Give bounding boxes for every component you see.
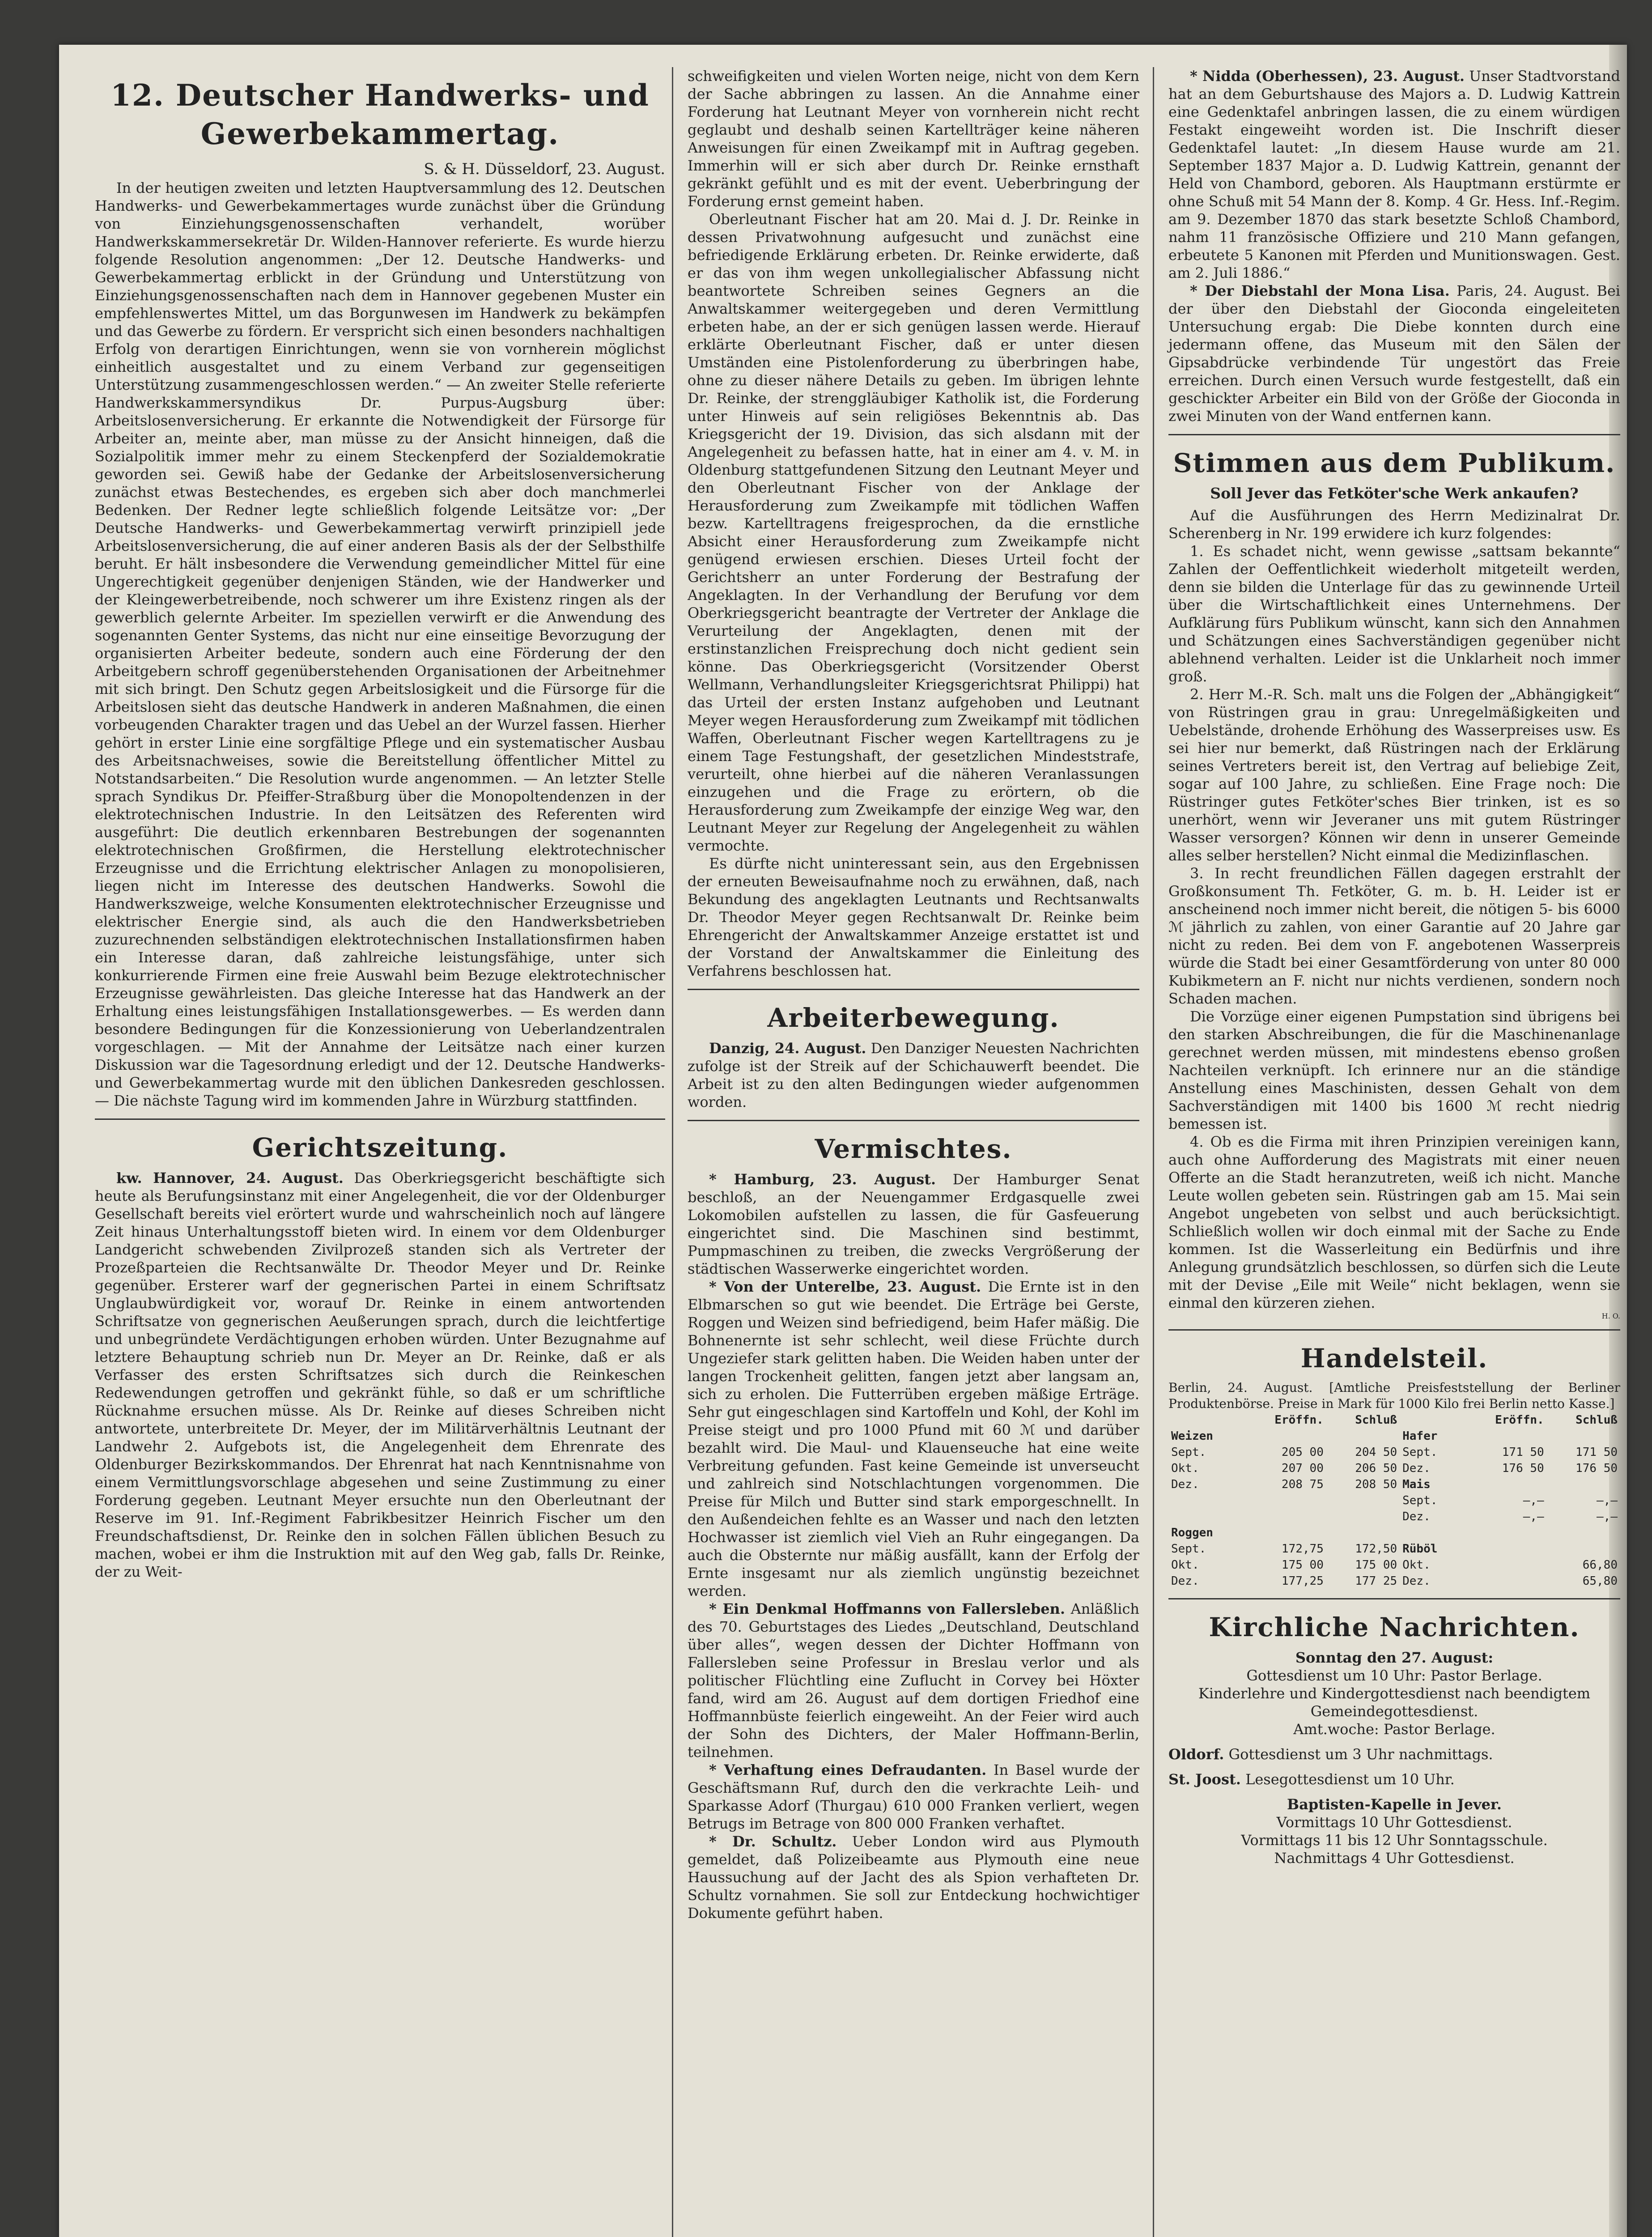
- market-table-cell: 171 50: [1576, 1446, 1618, 1459]
- market-table-cell: —,—: [1597, 1494, 1618, 1507]
- market-intro: Berlin, 24. August. [Amtliche Preisfeststellung der Berliner Produktenbörse. Preise in Mark für 1000 Kilo frei Berlin netto Kasse.]: [1168, 1380, 1620, 1411]
- misc-item: [688, 1833, 1139, 1922]
- market-table-cell: Okt.: [1402, 1558, 1431, 1572]
- header-cell: Schluß: [1355, 1413, 1397, 1427]
- church-line: Kinderlehre und Kindergottesdienst nach beendigtem Gemeindegottesdienst.: [1198, 1685, 1591, 1720]
- market-table-cell: 176 50: [1502, 1462, 1544, 1475]
- market-price-table: [1168, 1412, 1620, 1589]
- market-table-cell: 177,25: [1281, 1574, 1324, 1588]
- section-divider: [688, 989, 1139, 990]
- market-table-cell: 171 50: [1502, 1446, 1544, 1459]
- church-place: [1168, 1770, 1620, 1788]
- market-table-cell: [1326, 1509, 1400, 1525]
- misc-item-text: Der Hamburger Senat beschloß, an der Neuengammer Erdgasquelle zwei Lokomobilen aufstellen zu lassen, die für Gasfeuerung eingerichtet sind. Die Maschinen sind bestimmt, Pumpmaschinen zu treiben, die zwecks Vergrößerung der städtischen Wasserwerke eingerichtet worden.: [688, 1171, 1140, 1277]
- market-table-cell: [1547, 1525, 1620, 1541]
- letter-signature: H. O.: [1601, 1312, 1620, 1320]
- church-place: [1168, 1745, 1620, 1763]
- market-table-cell: [1462, 1573, 1547, 1589]
- misc-item-lead: * Ein Denkmal Hoffmanns von Fallersleben.: [709, 1600, 1065, 1617]
- section-title-kirchliche-nachrichten: Kirchliche Nachrichten.: [1209, 1612, 1580, 1642]
- misc-item: [1168, 282, 1620, 425]
- market-table-cell: [1168, 1493, 1242, 1509]
- labor-article: [688, 1039, 1139, 1111]
- section-divider: [688, 1120, 1139, 1121]
- market-table-cell: Roggen: [1171, 1526, 1213, 1540]
- misc-item-lead: * Von der Unterelbe, 23. August.: [709, 1278, 981, 1295]
- market-table-row: [1168, 1557, 1620, 1573]
- misc-item-lead: * Hamburg, 23. August.: [709, 1171, 936, 1188]
- column-2: [674, 67, 1153, 2237]
- market-table-row: [1168, 1428, 1620, 1444]
- market-table-cell: 175 00: [1281, 1558, 1324, 1572]
- market-table-cell: 66,80: [1582, 1558, 1618, 1572]
- header-cell: [1400, 1412, 1462, 1428]
- letter-paragraph: 4. Ob es die Firma mit ihren Prinzipien vereinigen kann, auch ohne Aufforderung des Magistrats mit einer neuen Offerte an die Stadt heranzutreten, weiß ich nicht. Manche Leute wollen gebeten sein. Rüstringen gab am 15. Mai sein Angebot ungebeten von selbst und auch berücksichtigt. Schließlich wollen wir doch einmal mit der Sache zu Ende kommen. Ist die Wasserleitung ein Bedürfnis und ihre Anlegung grundsätzlich beschlossen, so dürfen sich die Leute mit der Devise „Eile mit Weile“ nicht beklagen, wenn sie einmal den kürzeren ziehen.: [1168, 1133, 1620, 1311]
- misc-item: [688, 1170, 1139, 1278]
- market-table-cell: Dez.: [1171, 1574, 1199, 1588]
- market-table-cell: —,—: [1523, 1494, 1544, 1507]
- section-title-stimmen-aus-dem-publikum: Stimmen aus dem Publikum.: [1173, 448, 1616, 478]
- market-table-cell: [1547, 1476, 1620, 1493]
- baptist-line: Vormittags 10 Uhr Gottesdienst.: [1276, 1814, 1512, 1831]
- letter-paragraph: 2. Herr M.-R. Sch. malt uns die Folgen der „Abhängigkeit“ von Rüstringen grau in grau: Unregelmäßigkeiten und Uebelstände, drohende Erhöhung des Wasserpreises usw. Es sei hier nur bemerkt, daß Rüstringen nach der Erklärung seines Vertreters bereit ist, den Vertrag auf beliebige Zeit, sogar auf 100 Jahre, zu schließen. Eine Frage noch: Die Rüstringer gutes Fetköter'sches Bier trinken, ist es so unerhört, wenn wir Jeveraner uns mit gutem Rüstringer Wasser versorgen? Können wir denn in unserer Gemeinde alles selber herstellen? Nicht einmal die Medizinflaschen.: [1168, 686, 1620, 864]
- market-table-cell: 206 50: [1355, 1462, 1397, 1475]
- misc-item: [688, 1278, 1139, 1600]
- article-body: In der heutigen zweiten und letzten Hauptversammlung des 12. Deutschen Handwerks- und Gewerbekammertages wurde zunächst über die Gründung von Einziehungsgenossenschaften verhandelt, worüber Handwerkskammersekretär Dr. Wilden-Hannover referierte. Es wurde hierzu folgende Resolution angenommen: „Der 12. Deutsche Handwerks- und Gewerbekammertag erblickt in der Gründung und Unterstützung von Einziehungsgenossenschaften nach dem in Hannover gegebenen Muster ein empfehlenswertes Mittel, um das Borgunwesen im Handwerk zu bekämpfen und das Gewerbe zu fördern. Er verspricht sich einen besonders nachhaltigen Erfolg von derartigen Einrichtungen, wenn sie von vornherein möglichst einheitlich ausgestaltet und zu einem Verband zur gegenseitigen Unterstützung zusammengeschlossen werden.“ — An zweiter Stelle referierte Handwerkskammersyndikus Dr. Purpus-Augsburg über: Arbeitslosenversicherung. Er erkannte die Notwendigkeit der Fürsorge für Arbeiter an, meinte aber, man müsse zu der Ansicht hinneigen, daß die Sozialpolitik immer mehr zu einem Steckenpferd der Sozialdemokratie geworden sei. Gewiß habe der Gedanke der Arbeitslosenversicherung zunächst etwas Bestechendes, es ergeben sich aber doch manchmerlei Bedenken. Der Redner legte schließlich folgende Leitsätze vor: „Der Deutsche Handwerks- und Gewerbekammertag verwirft prinzipiell jede Arbeitslosenversicherung, die auf einer anderen Basis als der der Selbsthilfe beruht. Er hält insbesondere die Verwendung gemeindlicher Mittel für eine Ungerechtigkeit gegenüber denjenigen Ständen, wie der Handwerker und der Kleingewerbetreibende, noch schwerer um ihre Existenz ringen als der gewerblich gelernte Arbeiter. Im speziellen verwirft er die Anwendung des sogenannten Genter Systems, das nicht nur eine einseitige Bevorzugung der organisierten Arbeiter bedeute, sondern auch eine Förderung der den Arbeitgebern schroff gegenüberstehenden Organisationen der Arbeitnehmer mit sich bringt. Den Schutz gegen Arbeitslosigkeit und die Fürsorge für die Arbeitslosen sieht das deutsche Handwerk in anderen Maßnahmen, die einen vorbeugenden Charakter tragen und das Uebel an der Wurzel fassen. Hierher gehört in erster Linie eine sorgfältige Pflege und ein systematischer Ausbau des Arbeitsnachweises, sowie die Bereitstellung öffentlicher Mittel zu Notstandsarbeiten.“ Die Resolution wurde angenommen. — An letzter Stelle sprach Syndikus Dr. Pfeiffer-Straßburg über die Monopoltendenzen in der elektrotechnischen Industrie. In den Leitsätzen des Referenten wird ausgeführt: Die deutlich erkennbaren Bestrebungen der sogenannten elektrotechnischen Großfirmen, die Herstellung elektrotechnischer Erzeugnisse und die Errichtung elektrischer Anlagen zu monopolisieren, liegen nicht im Interesse des deutschen Handwerks. Sowohl die Handwerkszweige, welche Konsumenten elektrotechnischer Erzeugnisse und elektrischer Energie sind, als auch die den Handwerksbetrieben zuzurechnenden selbständigen elektrotechnischen Installationsfirmen haben ein Interesse daran, daß zahlreiche leistungsfähige, unter sich konkurrierende Firmen eine freie Auswahl beim Bezuge elektrotechnischer Erzeugnisse gewährleisten. Das gleiche Interesse hat das Handwerk an der Erhaltung eines leistungsfähigen Installationsgewerbes. — Es werden dann besondere Bedingungen für die Konzessionierung von Ueberlandzentralen vorgeschlagen. — Mit der Annahme der Leitsätze nach einer kurzen Diskussion war die Tagesordnung erledigt und der 12. Deutsche Handwerks- und Gewerbekammertag wurde mit den üblichen Dankesreden geschlossen. — Die nächste Tagung wird im kommenden Jahre in Würzburg stattfinden.: [95, 179, 665, 1109]
- market-table-cell: [1242, 1428, 1326, 1444]
- misc-item-text: In Basel wurde der Geschäftsmann Ruf, durch den die verkrachte Leih- und Sparkasse Adorf (Thurgau) 610 000 Franken verliert, wegen Betrugs im Betrage von 800 000 Franken verhaftet.: [688, 1761, 1140, 1832]
- market-table-cell: 175 00: [1355, 1558, 1397, 1572]
- section-divider: [1168, 1329, 1620, 1331]
- market-table-cell: Sept.: [1171, 1446, 1206, 1459]
- market-table-cell: Sept.: [1402, 1494, 1438, 1507]
- market-table-cell: 208 75: [1281, 1478, 1324, 1491]
- market-table-cell: —,—: [1523, 1510, 1544, 1523]
- baptist-line: Vormittags 11 bis 12 Uhr Sonntagsschule.: [1241, 1832, 1548, 1849]
- section-title-handelsteil: Handelsteil.: [1300, 1343, 1488, 1374]
- section-divider: [1168, 1598, 1620, 1599]
- market-table-row: [1168, 1541, 1620, 1557]
- market-table-cell: 65,80: [1582, 1574, 1618, 1588]
- market-table-cell: 204 50: [1355, 1446, 1397, 1459]
- misc-item-text: Die Ernte ist in den Elbmarschen so gut wie beendet. Die Erträge bei Gerste, Roggen und Weizen sind befriedigend, beim Hafer mäßig. Die Bohnenernte ist sehr schlecht, weil diese Früchte durch Ungeziefer stark gelitten haben. Die Weiden haben unter der langen Trockenheit gelitten, fangen jetzt aber langsam an, sich zu erholen. Die Futterrüben ergeben mäßige Erträge. Sehr gut eingeschlagen sind Kartoffeln und Kohl, der Kohl im Preise steigt und pro 1000 Pfund mit 60 ℳ und darüber bezahlt wird. Die Maul- und Klauenseuche hat eine weite Verbreitung gefunden. Fast keine Gemeinde ist unverseucht und zahlreich sind Notschlachtungen vorgenommen. Die Preise für Milch und Butter sind stark emporgeschnellt. In den Außendeichen fehlte es an Wasser und nach den letzten Hochwasser ist ziemlich viel Vieh an Ruhr eingegangen. Da auch die Obsternte nur mäßig ausfällt, kann der Erfolg der Ernte insgesamt nur als ziemlich ungünstig bezeichnet werden.: [688, 1278, 1140, 1599]
- misc-item-lead: * Der Diebstahl der Mona Lisa.: [1190, 282, 1450, 299]
- church-place-name: St. Joost.: [1168, 1771, 1241, 1788]
- market-table-cell: Dez.: [1402, 1510, 1431, 1523]
- baptist-line: Nachmittags 4 Uhr Gottesdienst.: [1274, 1850, 1515, 1867]
- market-table-row: [1168, 1493, 1620, 1509]
- church-place-name: Oldorf.: [1168, 1746, 1224, 1763]
- market-table-cell: [1400, 1525, 1462, 1541]
- header-cell: Schluß: [1576, 1413, 1618, 1427]
- court-article-paragraph: Oberleutnant Fischer hat am 20. Mai d. J. Dr. Reinke in dessen Privatwohnung aufgesucht und zunächst eine befriedigende Erklärung erbeten. Dr. Reinke erwiderte, daß er das von ihm wegen unkollegialischer Abfassung nicht beantwortete Schreiben seines Gegners an die Anwaltskammer weitergegeben und deren Vermittlung erbeten habe, an der er sich genügen lassen werde. Hierauf erklärte Oberleutnant Fischer, daß er unter diesen Umständen eine Pistolenforderung zu überbringen habe, ohne zu dieser nähere Details zu geben. Im übrigen lehnte Dr. Reinke, der strenggläubiger Katholik ist, die Forderung unter Hinweis auf sein religiöses Bekenntnis ab. Das Kriegsgericht der 19. Division, das sich alsdann mit der Angelegenheit zu befassen hatte, hat in einer am 4. v. M. in Oldenburg stattgefundenen Sitzung den Leutnant Meyer und den Oberleutnant Fischer von der Anklage der Herausforderung zum Zweikampfe mit tödlichen Waffen bezw. Kartelltragens freigesprochen, da die ernstliche Absicht einer Herausforderung zum Zweikampfe nicht genügend erwiesen erschien. Dieses Urteil focht der Gerichtsherr an unter Forderung der Bestrafung der Angeklagten. In der Verhandlung der Berufung vor dem Oberkriegsgericht beantragte der Vertreter der Anklage die Verurteilung der Angeklagten, denen mit der erstinstanzlichen Freisprechung doch nicht gedient sein könne. Das Oberkriegsgericht (Vorsitzender Oberst Wellmann, Verhandlungsleiter Kriegsgerichtsrat Philippi) hat das Urteil der ersten Instanz aufgehoben und Leutnant Meyer wegen Herausforderung zum Zweikampf mit tödlichen Waffen, Oberleutnant Fischer wegen Kartelltragens zu je einem Tage Festungshaft, der gesetzlichen Mindeststrafe, verurteilt, ohne hierbei auf die näheren Veranlassungen einzugehen und die Frage zu erörtern, ob die Herausforderung zum Zweikampfe der einzige Weg war, den Leutnant Meyer zur Regelung der Angelegenheit zu wählen vermochte.: [688, 211, 1139, 854]
- market-table-cell: [1242, 1493, 1326, 1509]
- market-table-cell: Dez.: [1171, 1478, 1199, 1491]
- church-sunday: Sonntag den 27. August:: [1295, 1649, 1494, 1666]
- market-table-cell: [1326, 1493, 1400, 1509]
- market-table-row: [1168, 1573, 1620, 1589]
- misc-item: [688, 1600, 1139, 1761]
- letter-paragraph: Auf die Ausführungen des Herrn Medizinalrat Dr. Scherenberg in Nr. 199 erwidere ich kurz folgendes:: [1168, 507, 1620, 542]
- newspaper-page: [59, 45, 1627, 2237]
- church-line: Gottesdienst um 10 Uhr: Pastor Berlage.: [1246, 1667, 1542, 1684]
- court-article-lead: kw. Hannover, 24. August.: [116, 1170, 344, 1187]
- court-article-continued: schweifigkeiten und vielen Worten neige, nicht von dem Kern der Sache abbringen zu lassen. An die Annahme einer Forderung hat Leutnant Meyer von vornherein nicht recht geglaubt und deshalb seinen Kartellträger keine näheren Anweisungen für einen Zweikampf mit in Auftrag gegeben. Immerhin will er sich aber durch Dr. Reinke ernsthaft gekränkt gefühlt und es mit der event. Ueberbringung der Forderung ernst gemeint haben.: [688, 68, 1139, 210]
- header-cell: Eröffn.: [1274, 1413, 1324, 1427]
- market-table-cell: 172,75: [1281, 1542, 1324, 1556]
- market-table-cell: Weizen: [1171, 1429, 1213, 1443]
- market-table-cell: Hafer: [1402, 1429, 1438, 1443]
- section-title-gerichtszeitung: Gerichtszeitung.: [252, 1132, 508, 1163]
- misc-item: [1168, 67, 1620, 282]
- labor-article-lead: Danzig, 24. August.: [709, 1040, 866, 1057]
- misc-item-lead: * Dr. Schultz.: [709, 1833, 837, 1850]
- court-article-paragraph: Es dürfte nicht uninteressant sein, aus den Ergebnissen der erneuten Beweisaufnahme noch zu erwähnen, daß, nach Bekundung des angeklagten Leutnants und Rechtsanwalts Dr. Theodor Meyer gegen Rechtsanwalt Dr. Reinke beim Ehrengericht der Anwaltskammer Anzeige erstattet ist und der Vorstand der Anwaltskammer die Einleitung des Verfahrens beschlossen hat.: [688, 855, 1139, 979]
- letter-paragraph: 1. Es schadet nicht, wenn gewisse „sattsam bekannte“ Zahlen der Oeffentlichkeit wiederholt mitgeteilt werden, denn sie bilden die Unterlage für das zu gewinnende Urteil über die Wirtschaftlichkeit eines Unternehmens. Der Aufklärung fürs Publikum wünscht, kann sich den Annahmen und Schätzungen eines Sachverständigen gegenüber nicht ablehnend verhalten. Leider ist die Unklarheit noch immer groß.: [1168, 543, 1620, 685]
- column-rule: [1153, 67, 1154, 2237]
- letter-paragraph: Die Vorzüge einer eigenen Pumpstation sind übrigens bei den starken Abschreibungen, die für die Maschinenanlage gerechnet werden müssen, mit mindestens ebenso großen Nachteilen verknüpft. Ich erinnere nur an die ständige Anstellung eines Maschinisten, dessen Gehalt von dem Sachverständigen mit 1400 bis 1600 ℳ recht niedrig bemessen ist.: [1168, 1008, 1620, 1132]
- misc-item-text: Paris, 24. August. Bei der über den Diebstahl der Gioconda eingeleiteten Untersuchung ergab: Die Diebe konnten durch eine jedermann offene, das Museum mit den Sälen der Gipsabdrücke verbindende Tür ungestört das Freie erreichen. Durch einen Versuch wurde festgestellt, daß ein geschickter Arbeiter ein Bild von der Größe der Gioconda in zwei Minuten von der Wand entfernen kann.: [1168, 282, 1621, 425]
- market-table-cell: Mais: [1402, 1478, 1431, 1491]
- misc-item-text: Ueber London wird aus Plymouth gemeldet, daß Polizeibeamte aus Plymouth eine neue Haussuchung auf der Jacht des als Spion verhafteten Dr. Schultz vornahmen. Sie soll zur Entdeckung hochwichtiger Dokumente geführt haben.: [688, 1833, 1140, 1922]
- market-table-cell: [1547, 1428, 1620, 1444]
- baptist-title: Baptisten-Kapelle in Jever.: [1287, 1796, 1502, 1813]
- market-table-cell: [1168, 1509, 1242, 1525]
- misc-item-text: Unser Stadtvorstand hat an dem Geburtshause des Majors a. D. Ludwig Kattrein eine Gedenktafel anbringen lassen, die zu einem würdigen Festakt eingeweiht worden ist. Die Inschrift dieser Gedenktafel lautet: „In diesem Hause wurde am 21. September 1837 Major a. D. Ludwig Kattrein, genannt der Held von Chambord, geboren. Als Hauptmann erstürmte er ohne Schuß mit 54 Mann der 8. Komp. 4 Gr. Hess. Inf.-Regim. am 9. Dezember 1870 das stark besetzte Schloß Chambord, nahm 11 französische Offiziere und 210 Mann gefangen, erbeutete 5 Kanonen mit Pferden und Munitionswagen. Gest. am 2. Juli 1886.“: [1168, 68, 1621, 281]
- market-table-cell: 177 25: [1355, 1574, 1397, 1588]
- market-table-cell: Okt.: [1171, 1462, 1199, 1475]
- market-table-cell: [1462, 1428, 1547, 1444]
- market-table-cell: Sept.: [1171, 1542, 1206, 1556]
- church-place-text: Lesegottesdienst um 10 Uhr.: [1245, 1771, 1455, 1788]
- misc-item-lead: * Verhaftung eines Defraudanten.: [709, 1761, 987, 1778]
- labor-article-text: Den Danziger Neuesten Nachrichten zufolge ist der Streik auf der Schichauwerft beendet. Die Arbeit ist zu den alten Bedingungen wieder aufgenommen worden.: [688, 1040, 1140, 1110]
- misc-item-text: Anläßlich des 70. Geburtstages des Liedes „Deutschland, Deutschland über alles“, wegen dessen der Dichter Hoffmann von Fallersleben seine Professur in Breslau verlor und als politischer Flüchtling eine Zuflucht in Corvey bei Höxter fand, wird am 26. August auf dem dortigen Friedhof eine Hoffmannbüste feierlich eingeweiht. An der Feier wird auch der Sohn des Dichters, der Maler Hoffmann-Berlin, teilnehmen.: [688, 1600, 1140, 1761]
- church-notices: [1168, 1610, 1620, 1867]
- misc-item-lead: * Nidda (Oberhessen), 23. August.: [1190, 68, 1465, 85]
- market-table-row: [1168, 1460, 1620, 1476]
- market-table-row: [1168, 1525, 1620, 1541]
- section-divider: [1168, 434, 1620, 435]
- market-table-cell: [1242, 1525, 1326, 1541]
- header-cell: [1168, 1412, 1242, 1428]
- market-table-cell: [1462, 1557, 1547, 1573]
- dateline: S. & H. Düsseldorf, 23. August.: [424, 160, 665, 178]
- market-table-cell: [1547, 1541, 1620, 1557]
- market-table-cell: [1462, 1476, 1547, 1493]
- section-title-arbeiterbewegung: Arbeiterbewegung.: [767, 1003, 1060, 1033]
- church-line: Amt.woche: Pastor Berlage.: [1293, 1721, 1495, 1738]
- letter-subheading: Soll Jever das Fetköter'sche Werk ankaufen?: [1210, 485, 1579, 502]
- market-table-cell: 172,50: [1355, 1542, 1397, 1556]
- market-table-row: [1168, 1476, 1620, 1493]
- market-table-cell: 205 00: [1281, 1446, 1324, 1459]
- misc-item: [688, 1761, 1139, 1833]
- market-table-cell: 208 50: [1355, 1478, 1397, 1491]
- market-table-cell: 207 00: [1281, 1462, 1324, 1475]
- market-table-cell: —,—: [1597, 1510, 1618, 1523]
- market-table-row: [1168, 1509, 1620, 1525]
- market-table-cell: [1326, 1525, 1400, 1541]
- market-table-cell: [1462, 1525, 1547, 1541]
- market-table-cell: 176 50: [1576, 1462, 1618, 1475]
- market-table-cell: [1462, 1541, 1547, 1557]
- court-article: [95, 1169, 665, 1581]
- market-table-cell: Dez.: [1402, 1574, 1431, 1588]
- section-title-vermischtes: Vermischtes.: [815, 1134, 1012, 1164]
- header-cell: Eröffn.: [1495, 1413, 1544, 1427]
- market-table-cell: Rüböl: [1402, 1542, 1438, 1556]
- section-divider: [95, 1118, 665, 1120]
- market-table-row: [1168, 1444, 1620, 1460]
- market-table-cell: [1326, 1428, 1400, 1444]
- market-table-header: [1168, 1412, 1620, 1428]
- letter-paragraph: 3. In recht freundlichen Fällen dagegen erstrahlt der Großkonsument Th. Fetköter, G. m. b. H. Leider ist er anscheinend noch immer nicht bereit, die nötigen 5- bis 6000 ℳ jährlich zu zahlen, von einer Garantie auf 20 Jahre gar nicht zu reden. Bei dem von F. angebotenen Wasserpreis würde die Stadt bei einer Gesamtförderung von unter 80 000 Kubikmetern an F. nicht nur nichts verdienen, sondern noch Schaden machen.: [1168, 865, 1620, 1007]
- market-table-cell: Okt.: [1171, 1558, 1199, 1572]
- column-1: [77, 67, 683, 2237]
- article-title-handwerkskammertag: 12. Deutscher Handwerks- und Gewerbekammertag.: [110, 78, 650, 151]
- court-article-text: Das Oberkriegsgericht beschäftigte sich heute als Berufungsinstanz mit einer Angelegenheit, die vor der Oldenburger Gesellschaft bereits viel erörtert wurde und wahrscheinlich noch auf längere Zeit hinaus Unterhaltungsstoff bieten wird. In einem vor dem Oldenburger Landgericht schwebenden Zivilprozeß standen sich als Vertreter der Prozeßparteien die Rechtsanwälte Dr. Theodor Meyer und Dr. Reinke gegenüber. Ersterer warf der gegnerischen Partei in einem Schriftsatz Unglaubwürdigkeit vor, worauf Dr. Reinke in einem antwortenden Schriftsatze von gegnerischen Aeußerungen sprach, durch die leichtfertige und unbegründete Verdächtigungen erhoben würden. Unter Bezugnahme auf letztere Behauptung schrieb nun Dr. Meyer an Dr. Reinke, daß er als Verfasser des ersten Schriftsatzes sich durch die Reinkeschen Redewendungen getroffen und gekränkt fühle, so daß er um schriftliche Rücknahme ersuchen müsse. Als Dr. Reinke auf dieses Schreiben nicht antwortete, unterbreitete Dr. Meyer, der im Militärverhältnis Leutnant der Landwehr 2. Aufgebots ist, die Angelegenheit dem Ehrenrate des Oldenburger Bezirkskommandos. Der Ehrenrat hat nach Kenntnisnahme von einem Vermittlungsvorschlage abgesehen und seine Zustimmung zu einer Forderung gegeben. Leutnant Meyer ersuchte nun den Oberleutnant der Reserve im 91. Inf.-Regiment Fabrikbesitzer Heinrich Fischer um den Freundschaftsdienst, Dr. Reinke den in solchen Fällen üblichen Besuch zu machen, wobei er ihm die Instruktion mit auf den Weg gab, falls Dr. Reinke, der zu Weit-: [95, 1170, 666, 1580]
- market-table-cell: [1242, 1509, 1326, 1525]
- market-table-cell: Dez.: [1402, 1462, 1431, 1475]
- church-place-text: Gottesdienst um 3 Uhr nachmittags.: [1228, 1746, 1493, 1763]
- column-3: [1155, 67, 1627, 2237]
- market-table-cell: Sept.: [1402, 1446, 1438, 1459]
